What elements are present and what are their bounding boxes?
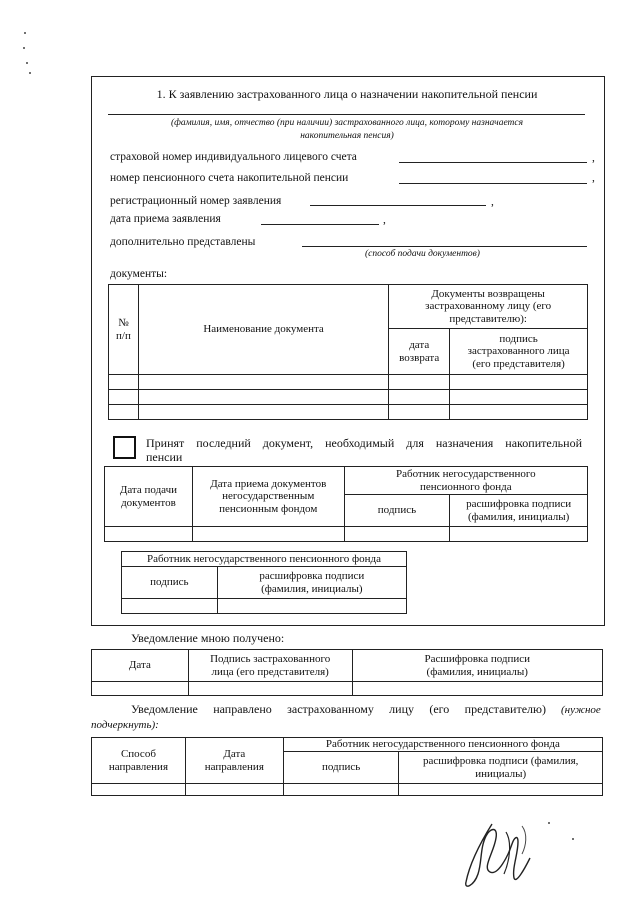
name-caption: (фамилия, имя, отчество (при наличии) застрахованного лица, которому назначается xyxy=(170,118,524,128)
notice-received-label: Уведомление мною получено: xyxy=(131,631,285,645)
col-method: Способ направления xyxy=(92,738,186,784)
table-row xyxy=(109,390,588,405)
col-signature: подпись xyxy=(122,567,218,599)
comma: , xyxy=(491,196,494,208)
handwritten-signature xyxy=(452,812,562,892)
scan-speck xyxy=(24,32,26,34)
col-signature: подпись xyxy=(283,752,399,784)
documents-label: документы: xyxy=(110,268,168,280)
section-title: 1. К заявлению застрахованного лица о назначении накопительной пенсии xyxy=(156,87,538,101)
reg-number-field[interactable] xyxy=(310,205,486,206)
col-signature: подпись xyxy=(344,495,450,527)
last-document-text-2: пенсии xyxy=(146,450,183,464)
col-worker: Работник негосударственного пенсионного фонда xyxy=(283,738,602,752)
col-return-date: дата возврата xyxy=(389,329,450,375)
scan-speck xyxy=(29,72,31,74)
col-returned: Документы возвращены застрахованному лицу (его представителю): xyxy=(389,285,588,329)
col-transcript: расшифровка подписи (фамилия, инициалы) xyxy=(399,752,603,784)
table-row xyxy=(109,405,588,420)
account-label: номер пенсионного счета накопительной пенсии xyxy=(110,172,349,184)
col-num: № п/п xyxy=(109,285,139,375)
col-fund-worker: Работник негосударственного пенсионного фонда xyxy=(344,467,587,495)
date-received-field[interactable] xyxy=(261,224,379,225)
col-date: Дата направления xyxy=(185,738,283,784)
notice-sent-italic: (нужное xyxy=(561,704,601,716)
reg-number-label: регистрационный номер заявления xyxy=(110,195,282,207)
col-doc-name: Наименование документа xyxy=(138,285,388,375)
method-caption: (способ подачи документов) xyxy=(365,249,480,259)
col-signature: Подпись застрахованного лица (его представителя) xyxy=(188,650,352,682)
date-received-label: дата приема заявления xyxy=(110,213,221,225)
col-transcript: расшифровка подписи (фамилия, инициалы) xyxy=(450,495,588,527)
last-document-checkbox[interactable] xyxy=(113,436,136,459)
last-document-text: Принят последний документ, необходимый для назначения накопительной xyxy=(146,436,582,450)
account-field[interactable] xyxy=(399,183,587,184)
col-date: Дата xyxy=(92,650,189,682)
comma: , xyxy=(592,172,595,184)
table-row xyxy=(122,599,407,614)
snils-label: страховой номер индивидуального лицевого счета xyxy=(110,151,357,163)
col-accept-date: Дата приема документов негосударственным пенсионным фондом xyxy=(192,467,344,527)
worker-table xyxy=(121,551,407,614)
comma: , xyxy=(383,214,386,226)
name-line[interactable] xyxy=(108,114,585,115)
scan-speck xyxy=(548,822,550,824)
col-submit-date: Дата подачи документов xyxy=(105,467,193,527)
col-transcript: расшифровка подписи (фамилия, инициалы) xyxy=(217,567,406,599)
notice-table xyxy=(91,649,603,696)
sent-table xyxy=(91,737,603,796)
documents-table xyxy=(108,284,588,420)
table-row xyxy=(92,682,603,696)
notice-sent-text: Уведомление направлено застрахованному лицу (его представителю) xyxy=(131,702,546,716)
scan-speck xyxy=(23,47,25,49)
table-row xyxy=(105,527,588,542)
col-transcript: Расшифровка подписи (фамилия, инициалы) xyxy=(352,650,602,682)
table-row xyxy=(92,784,603,796)
additional-label: дополнительно представлены xyxy=(110,236,256,248)
fund-acceptance-table xyxy=(104,466,588,542)
additional-field[interactable] xyxy=(302,246,587,247)
scan-speck xyxy=(26,62,28,64)
col-worker: Работник негосударственного пенсионного фонда xyxy=(122,552,407,567)
notice-sent-text-2: подчеркнуть): xyxy=(91,719,159,731)
comma: , xyxy=(592,152,595,164)
col-signature: подпись застрахованного лица (его представителя) xyxy=(450,329,588,375)
name-caption-2: накопительная пенсия) xyxy=(300,131,394,141)
snils-field[interactable] xyxy=(399,162,587,163)
table-row xyxy=(109,375,588,390)
scan-speck xyxy=(572,838,574,840)
